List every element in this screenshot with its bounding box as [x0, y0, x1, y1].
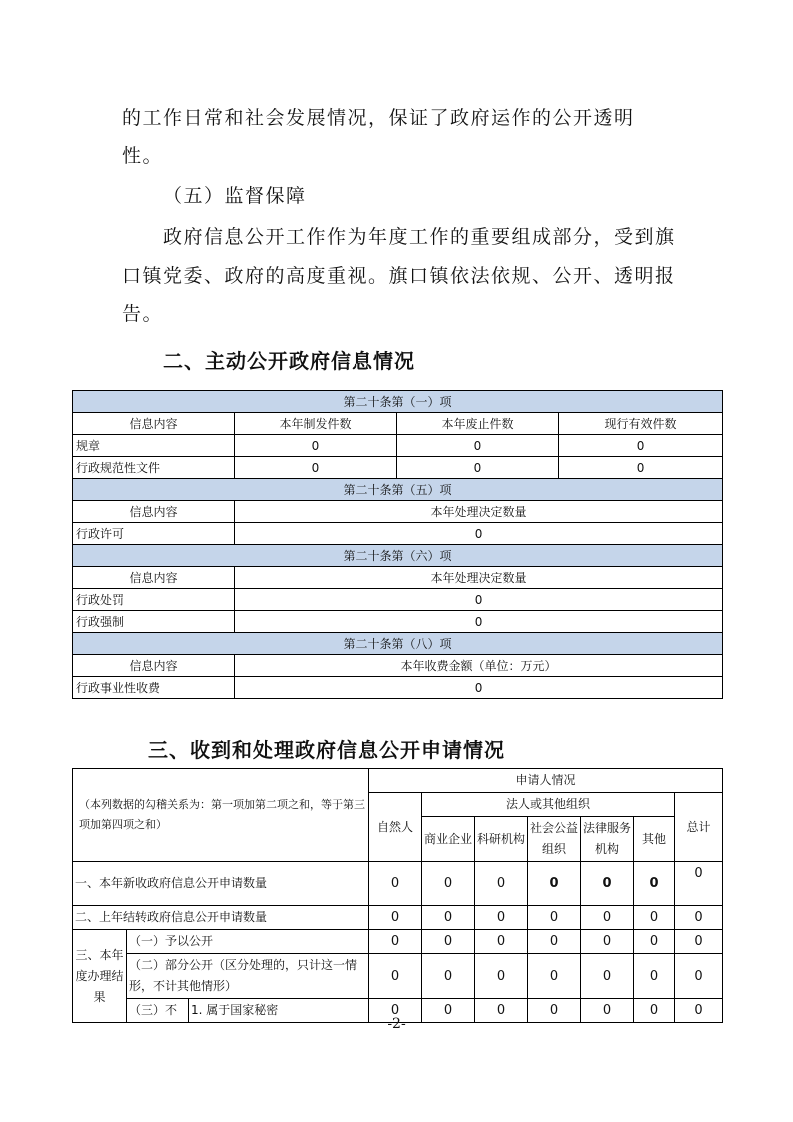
table-cell: 0 [235, 523, 723, 545]
natural-person-header: 自然人 [369, 793, 422, 862]
page-number: -2- [387, 1016, 406, 1032]
table-cell: 0 [675, 862, 723, 906]
table-cell: 0 [475, 930, 528, 954]
subheading-supervision: （五）监督保障 [163, 185, 307, 207]
legal-entity-header: 法人或其他组织 [422, 793, 675, 817]
table-cell: 0 [369, 999, 422, 1023]
table-cell: 0 [581, 906, 634, 930]
row-label: 行政许可 [73, 523, 235, 545]
column-header: 商业企业 [422, 817, 475, 862]
table-cell: 0 [422, 862, 475, 906]
table-cell: 0 [634, 999, 675, 1023]
paragraph-line: 性。 [122, 145, 164, 167]
row-label: 行政事业性收费 [73, 677, 235, 699]
paragraph-line: 政府信息公开工作作为年度工作的重要组成部分，受到旗 [163, 226, 676, 248]
table-cell: 0 [422, 906, 475, 930]
column-header: 本年废止件数 [397, 413, 559, 435]
table-cell: 0 [634, 906, 675, 930]
table-cell: 0 [634, 930, 675, 954]
row-sublabel: 1. 属于国家秘密 [189, 999, 369, 1023]
row-label: 行政强制 [73, 611, 235, 633]
table-cell: 0 [581, 999, 634, 1023]
table-cell: 0 [235, 457, 397, 479]
result-group-label: 三、本年度办理结果 [73, 930, 127, 1023]
table-cell: 0 [369, 906, 422, 930]
column-header: 其他 [634, 817, 675, 862]
column-header: 现行有效件数 [559, 413, 723, 435]
row-label: （二）部分公开（区分处理的，只计这一情形，不计其他情形） [127, 954, 369, 999]
table-cell: 0 [528, 930, 581, 954]
column-header: 信息内容 [73, 501, 235, 523]
table-cell: 0 [559, 435, 723, 457]
section-header: 第二十条第（一）项 [73, 391, 723, 413]
column-header: 信息内容 [73, 567, 235, 589]
column-header: 科研机构 [475, 817, 528, 862]
total-header: 总计 [675, 793, 723, 862]
row-label: （三）不 [127, 999, 189, 1023]
table-cell: 0 [475, 954, 528, 999]
table-cell: 0 [422, 930, 475, 954]
paragraph-line: 口镇党委、政府的高度重视。旗口镇依法依规、公开、透明报 [122, 265, 676, 287]
table-cell: 0 [559, 457, 723, 479]
table-cell: 0 [422, 954, 475, 999]
row-label: 行政处罚 [73, 589, 235, 611]
table-cell: 0 [528, 906, 581, 930]
paragraph-line: 告。 [122, 303, 164, 325]
table-cell: 0 [675, 906, 723, 930]
table-cell: 0 [422, 999, 475, 1023]
row-label: 一、本年新收政府信息公开申请数量 [73, 862, 369, 906]
table-cell: 0 [528, 999, 581, 1023]
table-cell: 0 [397, 457, 559, 479]
table-cell: 0 [475, 862, 528, 906]
section-header: 第二十条第（六）项 [73, 545, 723, 567]
column-header: 信息内容 [73, 413, 235, 435]
column-header: 法律服务机构 [581, 817, 634, 862]
table-cell: 0 [581, 954, 634, 999]
table-cell: 0 [528, 862, 581, 906]
section-title-proactive-disclosure: 二、主动公开政府信息情况 [163, 349, 415, 373]
column-header: 本年制发件数 [235, 413, 397, 435]
table-cell: 0 [235, 677, 723, 699]
row-label: 行政规范性文件 [73, 457, 235, 479]
applications-table [72, 768, 723, 1023]
table-cell: 0 [675, 999, 723, 1023]
reconciliation-note: （本列数据的勾稽关系为：第一项加第二项之和，等于第三项加第四项之和） [73, 769, 369, 862]
column-header: 社会公益组织 [528, 817, 581, 862]
table-cell: 0 [235, 611, 723, 633]
proactive-disclosure-table [72, 390, 723, 699]
section-header: 第二十条第（八）项 [73, 633, 723, 655]
section-header: 第二十条第（五）项 [73, 479, 723, 501]
section-title-applications: 三、收到和处理政府信息公开申请情况 [148, 738, 505, 762]
table-cell: 0 [581, 930, 634, 954]
row-label: 规章 [73, 435, 235, 457]
table-cell: 0 [475, 999, 528, 1023]
row-label: （一）予以公开 [127, 930, 369, 954]
row-label: 二、上年结转政府信息公开申请数量 [73, 906, 369, 930]
table-cell: 0 [235, 589, 723, 611]
column-header: 本年处理决定数量 [235, 567, 723, 589]
applicant-header: 申请人情况 [369, 769, 723, 793]
column-header: 信息内容 [73, 655, 235, 677]
table-cell: 0 [369, 862, 422, 906]
table-cell: 0 [369, 930, 422, 954]
table-cell: 0 [369, 954, 422, 999]
table-cell: 0 [528, 954, 581, 999]
table-cell: 0 [235, 435, 397, 457]
table-cell: 0 [675, 954, 723, 999]
column-header: 本年处理决定数量 [235, 501, 723, 523]
table-cell: 0 [675, 930, 723, 954]
column-header: 本年收费金额（单位：万元） [235, 655, 723, 677]
table-cell: 0 [634, 954, 675, 999]
paragraph-line: 的工作日常和社会发展情况，保证了政府运作的公开透明 [122, 107, 635, 129]
table-cell: 0 [475, 906, 528, 930]
table-cell: 0 [397, 435, 559, 457]
table-cell: 0 [634, 862, 675, 906]
table-cell: 0 [581, 862, 634, 906]
